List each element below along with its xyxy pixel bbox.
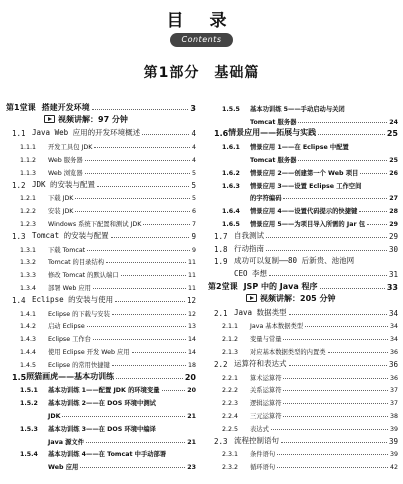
- toc-subsection[interactable]: [222, 202, 398, 215]
- toc-number: 1.2: [12, 180, 26, 190]
- toc-title: 开发工具包 JDK: [48, 144, 93, 152]
- toc-page-number: 4: [191, 156, 196, 164]
- toc-page-number: 12: [186, 295, 196, 305]
- toc-page-number: 29: [389, 220, 398, 228]
- toc-title: 部署 Web 应用: [48, 284, 91, 292]
- leader-dots: [367, 224, 387, 225]
- toc-page-number: 37: [389, 400, 398, 408]
- toc-subsection[interactable]: [20, 394, 196, 407]
- leader-dots: [115, 301, 185, 302]
- toc-subsection[interactable]: [20, 266, 196, 279]
- toc-title: Tomcat 的安装与配置: [32, 230, 109, 240]
- leader-dots: [116, 378, 183, 379]
- toc-number: 1.5.3: [20, 425, 38, 433]
- toc-subsection[interactable]: [222, 215, 398, 228]
- toc-title: Eclipse 的安装与使用: [32, 294, 114, 304]
- toc-section[interactable]: [214, 254, 398, 267]
- video-duration: [44, 114, 128, 125]
- toc-subsection[interactable]: [20, 420, 196, 433]
- toc-number: 1.6.5: [222, 220, 240, 228]
- toc-title: CEO 李想: [234, 269, 268, 279]
- toc-page-number: 7: [191, 220, 196, 228]
- toc-title: 安装 JDK: [48, 208, 74, 216]
- toc-title: 逻辑运算符: [250, 400, 282, 408]
- toc-subsection[interactable]: [20, 164, 196, 177]
- toc-page-number: 21: [187, 438, 196, 446]
- toc-title: Eclipse 的常用快捷键: [48, 361, 110, 369]
- toc-title: 情景应用 5——为项目导入所需的 Jar 包: [250, 220, 366, 228]
- toc-title: Tomcat 服务器: [250, 156, 297, 164]
- toc-subsection[interactable]: [20, 241, 196, 254]
- toc-number: 1.5.4: [20, 451, 38, 459]
- toc-number: 1.5: [12, 372, 27, 382]
- leader-dots: [328, 352, 388, 353]
- toc-title: Web 服务器: [48, 156, 83, 164]
- toc-page-number: 26: [389, 169, 398, 177]
- toc-page-number: 11: [187, 284, 196, 292]
- toc-section[interactable]: [12, 228, 196, 241]
- toc-page-number: 5: [191, 195, 196, 203]
- toc-title: 情景应用 1——在 Eclipse 中配置: [250, 144, 349, 152]
- toc-number: 2.3.2: [222, 464, 239, 472]
- leader-dots: [320, 288, 385, 289]
- leader-dots: [62, 416, 185, 417]
- leader-dots: [266, 250, 387, 251]
- toc-subsection[interactable]: [222, 177, 398, 190]
- toc-page-number: 27: [389, 195, 398, 203]
- leader-dots: [86, 442, 185, 443]
- toc-page-number: 24: [389, 118, 398, 126]
- toc-page-number: 36: [389, 348, 398, 356]
- toc-number: 1.1.1: [20, 144, 37, 152]
- toc-title: 基本功训练 2——在 DOS 环境中测试: [48, 400, 156, 408]
- toc-number: 1.4.3: [20, 336, 37, 344]
- toc-continuation[interactable]: [48, 407, 196, 420]
- toc-number: 1.4.2: [20, 323, 37, 331]
- toc-page-number: 12: [187, 310, 196, 318]
- toc-number: 2.2.4: [222, 412, 239, 420]
- toc-title: 搭建开发环境: [41, 102, 90, 112]
- toc-section[interactable]: [214, 241, 398, 254]
- toc-title: 情景应用——拓展与实践: [228, 128, 317, 138]
- leader-dots: [75, 198, 190, 199]
- toc-number: 1.3.4: [20, 284, 37, 292]
- toc-title: 对应基本数据类型的内置类: [250, 348, 326, 356]
- toc-page-number: 39: [389, 425, 398, 433]
- video-icon: [246, 294, 257, 302]
- leader-dots: [359, 211, 387, 212]
- toc-subsection[interactable]: [20, 446, 196, 459]
- toc-title: JDK: [48, 412, 61, 420]
- contents-badge: Contents: [170, 33, 233, 47]
- toc-page-number: 20: [184, 372, 196, 382]
- toc-section[interactable]: [214, 305, 398, 318]
- toc-number: 1.1.2: [20, 156, 37, 164]
- toc-title: Eclipse 工作台: [48, 336, 91, 344]
- toc-number: 2.2: [214, 359, 228, 369]
- toc-page-number: 11: [187, 272, 196, 280]
- toc-title: 的字符编码: [250, 195, 282, 203]
- toc-title: Eclipse 的下载与安装: [48, 310, 110, 318]
- toc-page-number: 42: [389, 464, 398, 472]
- toc-title: 下载 Tomcat: [48, 246, 86, 254]
- toc-page-number: 21: [187, 412, 196, 420]
- leader-dots: [283, 403, 388, 404]
- toc-continuation[interactable]: [250, 113, 398, 126]
- toc-page-number: 36: [388, 359, 398, 369]
- toc-title: 变量与常量: [250, 336, 282, 344]
- toc-number: 1.3: [12, 231, 26, 241]
- toc-title: Java 数据类型: [234, 307, 287, 317]
- page-header: [0, 0, 403, 90]
- toc-number: 1.4.1: [20, 310, 37, 318]
- toc-page-number: 34: [388, 308, 398, 318]
- toc-page-number: 23: [187, 464, 196, 472]
- leader-dots: [318, 134, 385, 135]
- leader-dots: [298, 160, 387, 161]
- toc-number: 1.6.3: [222, 182, 240, 190]
- toc-subsection[interactable]: [222, 446, 398, 459]
- toc-number: 2.1.2: [222, 336, 239, 344]
- leader-dots: [360, 173, 387, 174]
- toc-number: 第1堂课: [6, 102, 36, 112]
- leader-dots: [277, 467, 388, 468]
- toc-title: Tomcat 的目录结构: [48, 259, 105, 267]
- leader-dots: [283, 390, 388, 391]
- toc-title: 三元运算符: [250, 412, 282, 420]
- toc-title: 行动指南: [234, 243, 264, 253]
- toc-number: 1.6.4: [222, 208, 240, 216]
- toc-number: 2.1: [214, 308, 228, 318]
- toc-number: 1.5.1: [20, 387, 38, 395]
- toc-number: 2.2.1: [222, 374, 239, 382]
- toc-subsection[interactable]: [222, 420, 398, 433]
- toc-number: 2.2.2: [222, 387, 239, 395]
- toc-subsection[interactable]: [20, 190, 196, 203]
- toc-title: 条件语句: [250, 451, 276, 459]
- toc-number: 2.2.5: [222, 425, 239, 433]
- toc-title: 情景应用 3——设置 Eclipse 工作空间: [250, 182, 362, 190]
- toc-section[interactable]: [12, 126, 196, 139]
- toc-subsection[interactable]: [222, 318, 398, 331]
- toc-page-number: 6: [191, 208, 196, 216]
- toc-subsection[interactable]: [222, 369, 398, 382]
- toc-title: 表达式: [250, 425, 269, 433]
- toc-page-number: 3: [190, 103, 196, 113]
- toc-number: 1.3.3: [20, 272, 37, 280]
- toc-page-number: 33: [386, 282, 398, 292]
- toc-number: 2.2.3: [222, 400, 239, 408]
- toc-number: 1.4.4: [20, 348, 37, 356]
- leader-dots: [87, 250, 190, 251]
- toc-page-number: 29: [388, 231, 398, 241]
- toc-subsection[interactable]: [20, 305, 196, 318]
- toc-title: Web 浏览器: [48, 169, 83, 177]
- toc-title: 基本功训练 5——手动启动与关闭: [250, 105, 345, 113]
- toc-number: 2.3.1: [222, 451, 239, 459]
- toc-continuation[interactable]: [250, 190, 398, 203]
- toc-number: 1.2.2: [20, 208, 37, 216]
- toc-number: 2.3: [214, 436, 228, 446]
- leader-dots: [283, 378, 388, 379]
- toc-number: 1.6.1: [222, 144, 240, 152]
- toc-subsection[interactable]: [20, 151, 196, 164]
- toc-subsection[interactable]: [20, 254, 196, 267]
- toc-page-number: 34: [389, 336, 398, 344]
- leader-dots: [93, 288, 186, 289]
- toc-title: Windows 系统下配置和测试 JDK: [48, 220, 142, 228]
- page-title: 目 录: [166, 11, 237, 31]
- toc-subsection[interactable]: [20, 330, 196, 343]
- toc-number: 1.8: [214, 244, 228, 254]
- toc-title: 自我测试: [234, 230, 264, 240]
- toc-chapter[interactable]: [208, 279, 398, 292]
- toc-subsection[interactable]: [222, 330, 398, 343]
- leader-dots: [142, 134, 189, 135]
- toc-page-number: 9: [191, 246, 196, 254]
- leader-dots: [112, 314, 186, 315]
- toc-title: 关系运算符: [250, 387, 282, 395]
- toc-title: 情景应用 2——创建第一个 Web 项目: [250, 169, 359, 177]
- toc-section[interactable]: [214, 126, 398, 139]
- toc-subsection[interactable]: [222, 458, 398, 471]
- toc-title: 流程控制语句: [234, 435, 279, 445]
- toc-page-number: 9: [191, 231, 196, 241]
- toc-subsection[interactable]: [222, 343, 398, 356]
- toc-title: 基本功训练 3——在 DOS 环境中编译: [48, 425, 156, 433]
- toc-number: 1.3.1: [20, 246, 37, 254]
- leader-dots: [93, 339, 186, 340]
- toc-title: 启动 Eclipse: [48, 323, 85, 331]
- toc-page-number: 18: [187, 361, 196, 369]
- toc-title: 成功可以复制——80 后新贵、池池网: [234, 256, 355, 266]
- toc-number: 1.9: [214, 257, 228, 267]
- toc-subsection[interactable]: [222, 164, 398, 177]
- toc-number: 1.4: [12, 295, 26, 305]
- leader-dots: [283, 339, 388, 340]
- leader-dots: [289, 314, 387, 315]
- toc-title: JDK 的安装与配置: [32, 179, 96, 189]
- toc-section[interactable]: [214, 356, 398, 369]
- leader-dots: [298, 122, 387, 123]
- toc-section[interactable]: [12, 292, 196, 305]
- toc-page-number: 34: [389, 323, 398, 331]
- toc-subsection[interactable]: [222, 394, 398, 407]
- toc-page-number: 20: [187, 387, 196, 395]
- toc-section[interactable]: [12, 369, 196, 382]
- toc-title: Tomcat 服务器: [250, 118, 297, 126]
- toc-page-number: 38: [389, 412, 398, 420]
- leader-dots: [132, 352, 186, 353]
- toc-page-number: 13: [187, 323, 196, 331]
- video-icon: [44, 115, 55, 123]
- toc-number: 1.2.1: [20, 195, 37, 203]
- toc-subsection[interactable]: [20, 356, 196, 369]
- toc-title: 下载 JDK: [48, 195, 74, 203]
- toc-number: 1.3.2: [20, 259, 37, 267]
- leader-dots: [112, 365, 186, 366]
- part-title: 第1部分 基础篇: [143, 65, 260, 81]
- toc-page-number: 39: [388, 436, 398, 446]
- toc-page-number: 30: [388, 244, 398, 254]
- toc-page-number: 11: [187, 259, 196, 267]
- toc-continuation[interactable]: [250, 151, 398, 164]
- toc-subsection[interactable]: [20, 343, 196, 356]
- leader-dots: [283, 198, 387, 199]
- toc-title: Java 基本数据类型: [250, 323, 304, 331]
- toc-title: 使用 Eclipse 开发 Web 应用: [48, 348, 130, 356]
- leader-dots: [80, 467, 185, 468]
- toc-number: 1.7: [214, 231, 228, 241]
- toc-page-number: 4: [191, 129, 196, 139]
- leader-dots: [269, 275, 387, 276]
- toc-page-number: 5: [191, 169, 196, 177]
- toc-chapter[interactable]: [6, 100, 196, 113]
- toc-subsection[interactable]: [20, 202, 196, 215]
- toc-title: JSP 中的 Java 程序: [243, 281, 318, 291]
- leader-dots: [121, 275, 186, 276]
- toc-number: 1.5.5: [222, 105, 240, 113]
- toc-title: 算术运算符: [250, 374, 282, 382]
- leader-dots: [97, 186, 189, 187]
- toc-number: 1.1.3: [20, 169, 37, 177]
- leader-dots: [85, 173, 190, 174]
- toc-subsection[interactable]: [222, 407, 398, 420]
- toc-section[interactable]: [214, 228, 398, 241]
- toc-subsection[interactable]: [222, 100, 398, 113]
- toc-number: 第2堂课: [208, 281, 238, 291]
- toc-page-number: 25: [389, 156, 398, 164]
- toc-subsection[interactable]: [222, 138, 398, 151]
- toc-subsection[interactable]: [20, 318, 196, 331]
- toc-title: 基本功训练 1——配置 JDK 的环境变量: [48, 387, 160, 395]
- toc-page-number: 36: [389, 374, 398, 382]
- toc-title: 照猫画虎——基本功训练: [26, 371, 115, 381]
- leader-dots: [281, 442, 387, 443]
- toc-number: 1.2.3: [20, 220, 37, 228]
- toc-title: 修改 Tomcat 的默认端口: [48, 272, 119, 280]
- toc-continuation[interactable]: [48, 458, 196, 471]
- toc-section[interactable]: [214, 433, 398, 446]
- toc-title: 循环语句: [250, 464, 276, 472]
- toc-section[interactable]: [12, 177, 196, 190]
- toc-page-number: 31: [388, 270, 398, 280]
- video-label: 视频讲解：205 分钟: [260, 294, 336, 303]
- toc-continuation[interactable]: [48, 433, 196, 446]
- leader-dots: [143, 224, 190, 225]
- toc-subsection[interactable]: [222, 382, 398, 395]
- toc-page-number: 39: [389, 451, 398, 459]
- toc-page-number: 4: [191, 144, 196, 152]
- toc-page-number: 28: [389, 208, 398, 216]
- leader-dots: [271, 429, 388, 430]
- leader-dots: [94, 147, 190, 148]
- toc-page-number: 14: [187, 348, 196, 356]
- video-duration: [246, 293, 335, 304]
- toc-page-number: 14: [187, 336, 196, 344]
- leader-dots: [277, 454, 388, 455]
- toc-title: Web 应用: [48, 464, 79, 472]
- toc-page-number: 5: [191, 180, 196, 190]
- toc-page-number: 37: [389, 387, 398, 395]
- toc-title: Java Web 应用的开发环境概述: [32, 128, 141, 138]
- toc-number: 1.6: [214, 129, 229, 139]
- leader-dots: [283, 416, 388, 417]
- leader-dots: [111, 237, 190, 238]
- toc-subsection[interactable]: [20, 382, 196, 395]
- leader-dots: [85, 160, 190, 161]
- toc-subsection[interactable]: [20, 279, 196, 292]
- leader-dots: [75, 211, 190, 212]
- leader-dots: [266, 237, 387, 238]
- toc-subsection[interactable]: [20, 138, 196, 151]
- video-label: 视频讲解：97 分钟: [58, 114, 128, 124]
- toc-number: 2.1.3: [222, 348, 239, 356]
- toc-title: 基本功训练 4——在 Tomcat 中手动部署: [48, 451, 167, 459]
- toc-title: 情景应用 4——设置代码提示的快捷键: [250, 208, 358, 216]
- toc-number: 1.1: [12, 129, 26, 139]
- toc-number: 1.4.5: [20, 361, 37, 369]
- leader-dots: [289, 365, 387, 366]
- leader-dots: [92, 109, 189, 110]
- toc-title: 运算符和表达式: [234, 358, 287, 368]
- leader-dots: [106, 262, 186, 263]
- toc-subsection[interactable]: [20, 215, 196, 228]
- leader-dots: [87, 326, 186, 327]
- toc-continuation[interactable]: [234, 266, 398, 279]
- toc-number: 2.1.1: [222, 323, 239, 331]
- leader-dots: [305, 326, 388, 327]
- leader-dots: [162, 390, 186, 391]
- toc-page-number: 25: [386, 129, 398, 139]
- toc-number: 1.6.2: [222, 169, 240, 177]
- toc-title: Java 源文件: [48, 438, 85, 446]
- toc-number: 1.5.2: [20, 400, 38, 408]
